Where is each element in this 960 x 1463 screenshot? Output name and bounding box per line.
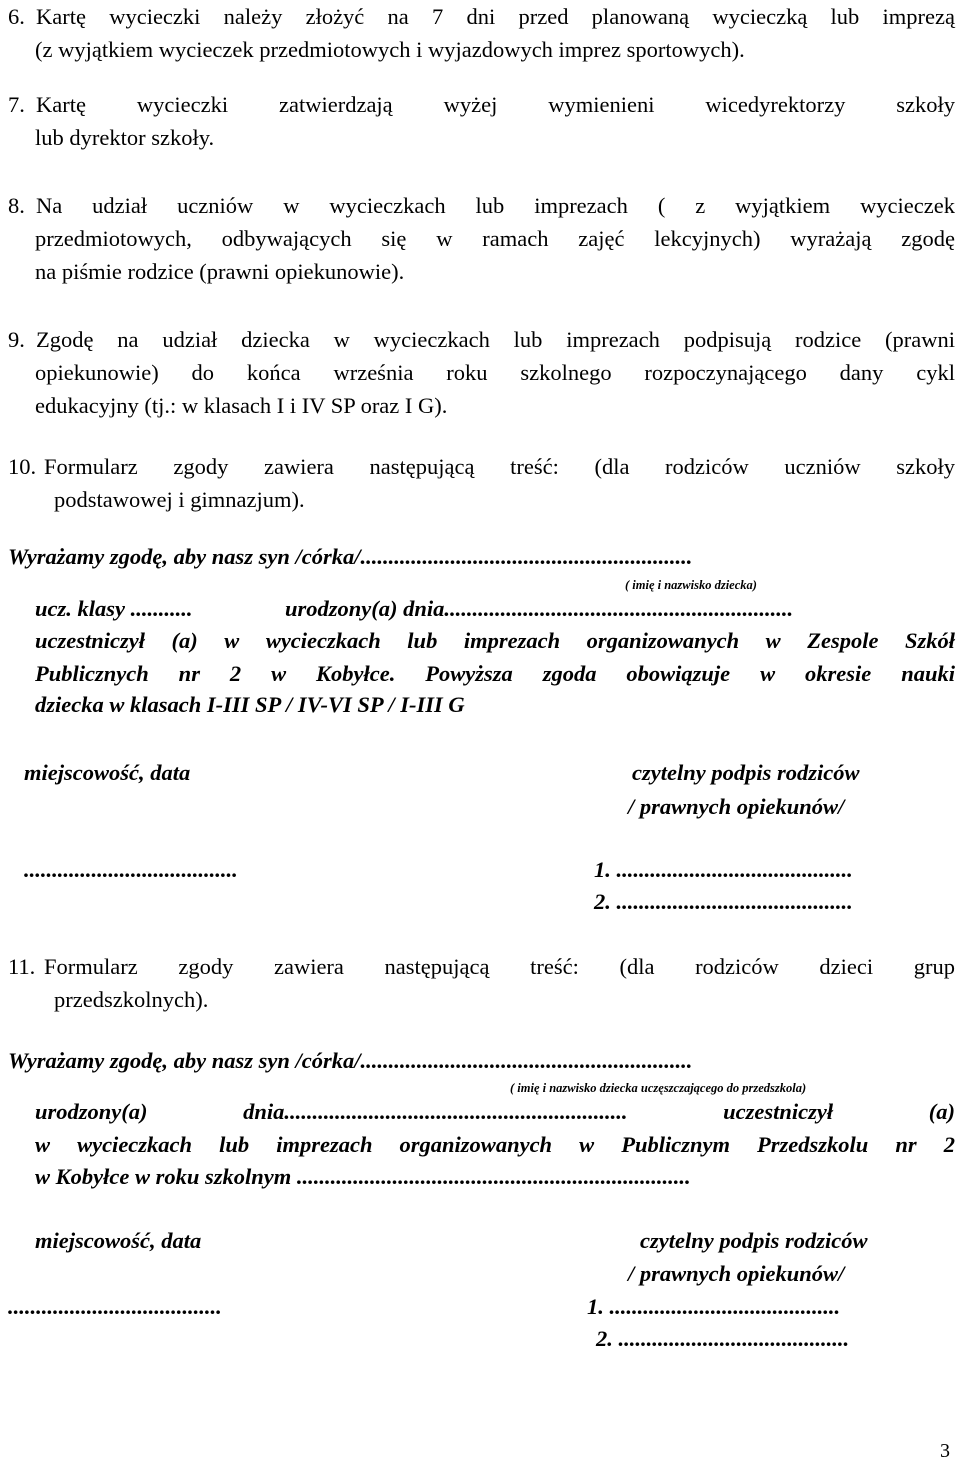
form1-place-date: miejscowość, data — [24, 760, 191, 785]
form1-signature-label-2: / prawnych opiekunów/ — [628, 794, 845, 819]
item-9-line-2: opiekunowie) do końca września roku szkolnego rozpoczynającego dany cykl — [35, 360, 955, 385]
form2-line-2: w wycieczkach lub imprezach organizowanych w Publicznym Przedszkolu nr 2 — [35, 1132, 955, 1157]
form1-signature-label: czytelny podpis rodziców — [632, 760, 860, 785]
item-6-number: 6. — [8, 4, 25, 29]
form2-signature-label-2: / prawnych opiekunów/ — [628, 1261, 845, 1286]
form1-place-dots: ...................................... — [24, 857, 238, 882]
form2-place-dots: ...................................... — [8, 1294, 222, 1319]
item-7-number: 7. — [8, 92, 25, 117]
form2-signature-1: 1. ......................................... — [587, 1294, 841, 1319]
form1-signature-2: 2. .......................................... — [594, 889, 853, 914]
item-8-line-1: Na udział uczniów w wycieczkach lub imprezach ( z wyjątkiem wycieczek — [36, 193, 955, 218]
item-9-line-3: edukacyjny (tj.: w klasach I i IV SP oraz I G). — [35, 393, 448, 418]
item-8-line-2: przedmiotowych, odbywających się w ramach zajęć lekcyjnych) wyrażają zgodę — [35, 226, 955, 251]
item-11-line-2: przedszkolnych). — [54, 987, 209, 1012]
item-6-line-1: Kartę wycieczki należy złożyć na 7 dni przed planowaną wycieczką lub imprezą — [36, 4, 955, 29]
item-10-number: 10. — [8, 454, 37, 479]
form2-signature-2: 2. ......................................... — [596, 1326, 850, 1351]
form1-class-field: ucz. klasy ........... — [35, 596, 193, 621]
item-11-number: 11. — [8, 954, 36, 979]
item-9-number: 9. — [8, 327, 25, 352]
form2-heading: Wyrażamy zgodę, aby nasz syn /córka/........................................................... — [8, 1048, 693, 1073]
form1-line-1: uczestniczył (a) w wycieczkach lub imprezach organizowanych w Zespole Szkół — [35, 628, 955, 653]
form1-birth-field: urodzony(a) dnia.............................................................. — [285, 596, 794, 621]
form1-signature-1: 1. .......................................... — [594, 857, 853, 882]
form2-line-1: urodzony(a) dnia............................................................. uczestniczył (a) — [35, 1099, 955, 1124]
form2-place-date: miejscowość, data — [35, 1228, 202, 1253]
item-9-line-1: Zgodę na udział dziecka w wycieczkach lub imprezach podpisują rodzice (prawni — [36, 327, 955, 352]
form1-name-note: ( imię i nazwisko dziecka) — [625, 578, 757, 592]
item-7-line-2: lub dyrektor szkoły. — [35, 125, 215, 150]
form2-signature-label: czytelny podpis rodziców — [640, 1228, 868, 1253]
item-6-line-2: (z wyjątkiem wycieczek przedmiotowych i wyjazdowych imprez sportowych). — [35, 37, 745, 62]
form1-line-3: dziecka w klasach I-III SP / IV-VI SP / I-III G — [35, 692, 465, 717]
item-8-number: 8. — [8, 193, 25, 218]
item-10-line-2: podstawowej i gimnazjum). — [54, 487, 305, 512]
item-7-line-1: Kartę wycieczki zatwierdzają wyżej wymienieni wicedyrektorzy szkoły — [36, 92, 955, 117]
form1-line-2: Publicznych nr 2 w Kobyłce. Powyższa zgoda obowiązuje w okresie nauki — [35, 661, 955, 686]
form1-heading: Wyrażamy zgodę, aby nasz syn /córka/........................................................... — [8, 544, 693, 569]
item-11-line-1: Formularz zgody zawiera następującą treść: (dla rodziców dzieci grup — [44, 954, 955, 979]
form2-line-3: w Kobyłce w roku szkolnym ...................................................................... — [35, 1164, 691, 1189]
item-10-line-1: Formularz zgody zawiera następującą treść: (dla rodziców uczniów szkoły — [44, 454, 955, 479]
form2-name-note: ( imię i nazwisko dziecka uczęszczającego do przedszkola) — [510, 1081, 807, 1095]
item-8-line-3: na piśmie rodzice (prawni opiekunowie). — [35, 259, 405, 284]
page-number: 3 — [940, 1440, 950, 1462]
